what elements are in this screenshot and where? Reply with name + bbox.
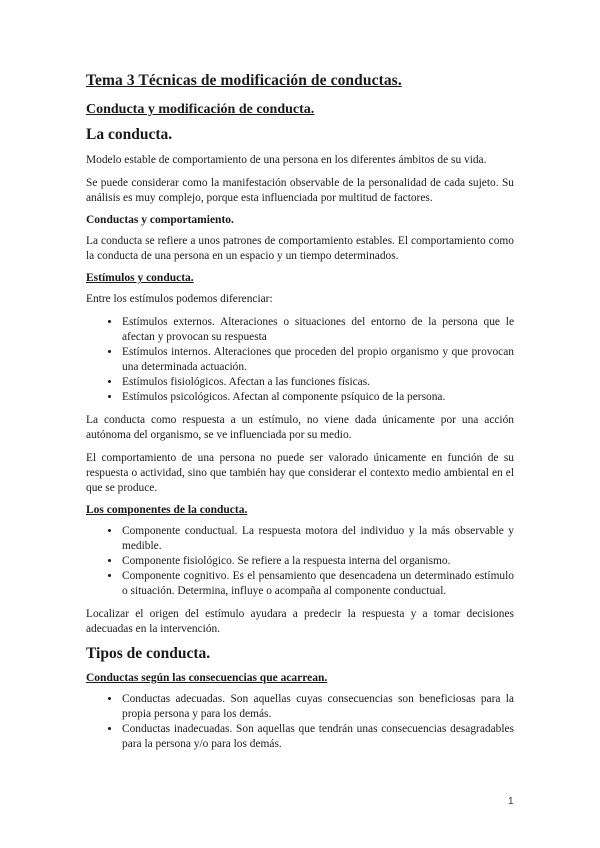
conducta-heading: La conducta. <box>86 126 173 143</box>
componentes-heading: Los componentes de la conducta. <box>86 504 248 516</box>
list-item: • Componente cognitivo. Es el pensamiento que desencadena un determinado estímulo o situación. Determina, influye o acompaña al componente conductual. <box>121 569 514 599</box>
estimulos-heading: Estímulos y conducta. <box>86 272 194 284</box>
list-item: • Componente conductual. La respuesta motora del individuo y la más observable y medible. <box>121 524 514 554</box>
estimulos-list <box>86 315 514 405</box>
tipos-list <box>86 692 514 752</box>
list-item: • Conductas adecuadas. Son aquellas cuyas consecuencias son beneficiosas para la propia persona y para los demás. <box>121 692 514 722</box>
list-item: • Conductas inadecuadas. Son aquellas que tendrán unas consecuencias desagradables para la persona y/o para los demás. <box>121 722 514 752</box>
list-item: • Estímulos fisiológicos. Afectan a las funciones físicas. <box>121 375 514 390</box>
comportamiento-heading: Conductas y comportamiento. <box>86 214 234 226</box>
conducta-paragraph-1: Modelo estable de comportamiento de una persona en los diferentes ámbitos de su vida. <box>86 154 487 166</box>
componentes-list <box>86 524 514 599</box>
list-item: • Estímulos psicológicos. Afectan al componente psíquico de la persona. <box>121 390 514 405</box>
document-page <box>86 72 514 760</box>
comportamiento-paragraph: La conducta se refiere a unos patrones de comportamiento estables. El comportamiento como la conducta de una persona en un espacio y un tiempo determinados. <box>86 235 514 262</box>
list-item: • Estímulos externos. Alteraciones o situaciones del entorno de la persona que le afectan y provocan su respuesta <box>121 315 514 345</box>
componentes-paragraph: Localizar el origen del estímulo ayudara a predecir la respuesta y a tomar decisiones adecuadas en la intervención. <box>86 608 514 635</box>
document-title: Tema 3 Técnicas de modificación de conductas. <box>86 72 402 89</box>
page-number: 1 <box>508 796 514 807</box>
tipos-sub-heading: Conductas según las consecuencias que acarrean. <box>86 672 328 684</box>
list-item: • Componente fisiológico. Se refiere a la respuesta interna del organismo. <box>121 554 514 569</box>
tipos-heading: Tipos de conducta. <box>86 645 211 662</box>
section-heading: Conducta y modificación de conducta. <box>86 102 315 117</box>
conducta-paragraph-2: Se puede considerar como la manifestación observable de la personalidad de cada sujeto. Su análisis es muy complejo, porque esta influenciada por multitud de factores. <box>86 177 514 204</box>
estimulos-paragraph-1: La conducta como respuesta a un estímulo, no viene dada únicamente por una acción autónoma del organismo, se ve influenciada por su medio. <box>86 414 514 441</box>
estimulos-paragraph-2: El comportamiento de una persona no puede ser valorado únicamente en función de su respuesta o actividad, sino que también hay que considerar el contexto medio ambiental en el que se produce. <box>86 452 514 494</box>
list-item: • Estímulos internos. Alteraciones que proceden del propio organismo y que provocan una determinada actuación. <box>121 345 514 375</box>
estimulos-intro: Entre los estímulos podemos diferenciar: <box>86 293 273 305</box>
